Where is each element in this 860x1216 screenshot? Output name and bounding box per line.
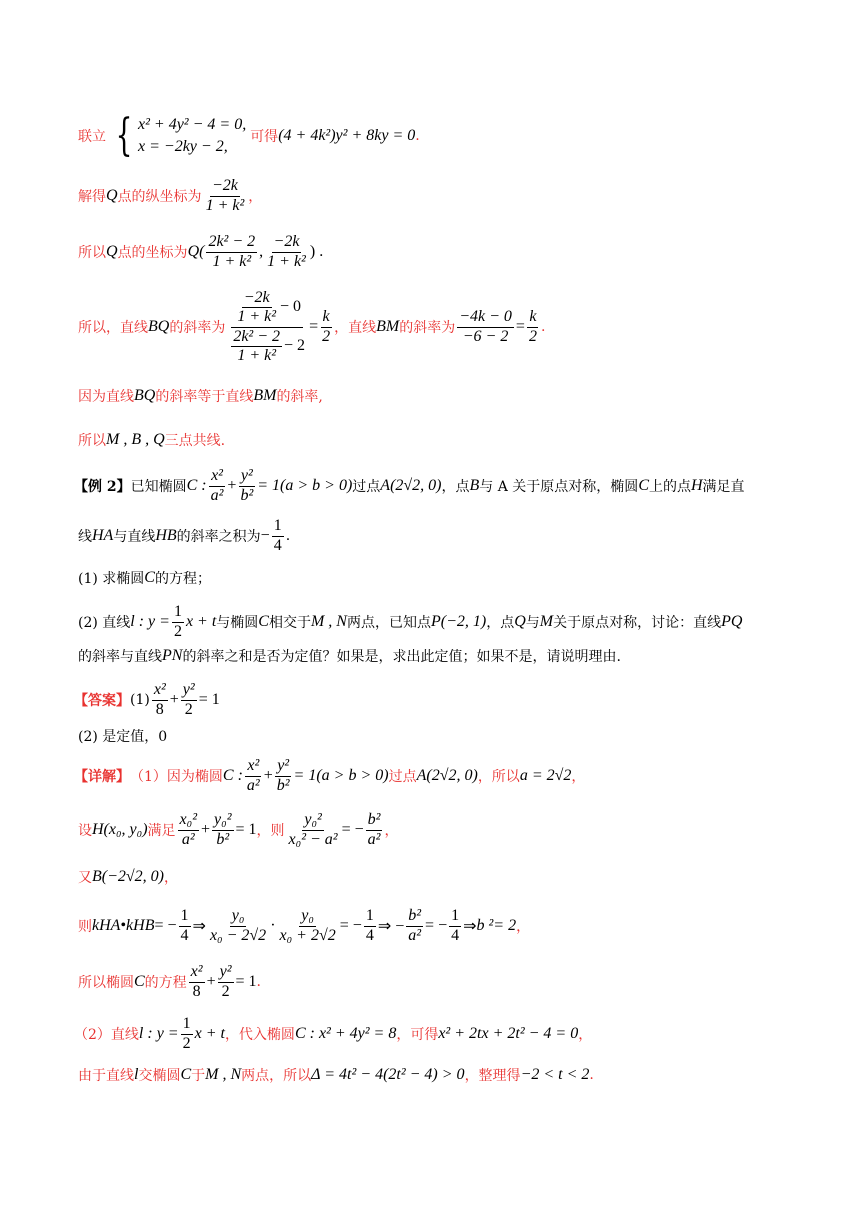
text: 与直线	[113, 529, 156, 545]
math-var: BM	[376, 318, 400, 335]
denominator: b²	[216, 830, 230, 848]
text: 可得	[250, 129, 279, 145]
fraction	[181, 1015, 193, 1053]
denominator: 8	[155, 700, 164, 718]
denominator: x₀ − 2√2	[209, 926, 267, 944]
denominator: 1 + k²	[237, 346, 277, 364]
math: l : y =	[130, 613, 170, 630]
denominator: 1 + k²	[267, 252, 306, 270]
math-var: BQ	[134, 387, 156, 404]
math: =	[515, 318, 525, 335]
denominator: a²	[367, 830, 381, 848]
fraction	[212, 811, 233, 849]
brace: {	[115, 110, 133, 161]
math: +	[169, 691, 179, 708]
text: 的斜率等于直线	[155, 389, 254, 405]
numerator: y₀²	[212, 811, 233, 830]
text: 的斜率之积为	[176, 529, 261, 545]
denominator: 2	[182, 1034, 191, 1052]
math: x² + 2tx + 2t² − 4 = 0	[438, 1025, 579, 1042]
math: = 1	[235, 821, 257, 838]
fraction	[235, 289, 278, 327]
math: x + t	[194, 1025, 225, 1042]
text: 点的坐标为	[117, 245, 188, 261]
denominator: 2	[173, 622, 182, 640]
math: b ²= 2	[476, 917, 517, 934]
example-2-line-1	[74, 466, 745, 506]
text: ，	[516, 919, 531, 935]
text: 交椭圆	[138, 1068, 181, 1084]
text: 所以，直线	[78, 320, 148, 336]
fraction	[245, 757, 262, 795]
text: 联立	[78, 129, 106, 145]
math: M , N	[205, 1066, 242, 1083]
compound-fraction	[227, 289, 307, 366]
text: (1) 求椭圆	[78, 571, 145, 587]
math: = 1	[198, 691, 220, 708]
text: 过点	[388, 769, 417, 785]
math-var: Q	[106, 187, 118, 204]
text: 则	[78, 919, 92, 935]
math: = 1	[235, 973, 257, 990]
q-coordinate-line	[78, 230, 323, 274]
slope-equal-line	[78, 384, 323, 408]
numerator: x²	[245, 757, 261, 776]
denominator: 1 + k²	[212, 252, 252, 270]
math: HA	[92, 527, 114, 544]
denominator: 2	[528, 327, 537, 345]
math: = 1(a > b > 0)	[257, 477, 353, 494]
fraction	[287, 811, 340, 849]
fraction	[275, 757, 292, 795]
text: ，所以	[477, 769, 520, 785]
text: 三点共线.	[164, 433, 226, 449]
numerator: y²	[218, 963, 234, 982]
denominator: a²	[210, 486, 224, 504]
math: = −	[154, 917, 177, 934]
text: 所以	[78, 433, 106, 449]
math: = 1(a > b > 0)	[293, 767, 389, 784]
math-var: Q	[106, 243, 118, 260]
text: 由于直线	[78, 1068, 134, 1084]
numerator: 1	[272, 517, 284, 536]
text: ，	[248, 189, 263, 205]
fraction	[265, 233, 308, 271]
subscript: HB	[133, 917, 155, 934]
numerator: y₀	[299, 907, 316, 926]
text: ，则	[256, 823, 285, 839]
math: = −	[339, 917, 362, 934]
text: 已知椭圆	[130, 479, 187, 495]
question-1	[78, 566, 211, 590]
numerator: y²	[239, 467, 255, 486]
text: 的方程；	[154, 571, 211, 587]
math: C	[180, 1066, 192, 1083]
numerator: 1	[179, 907, 191, 926]
text: (1)	[130, 692, 150, 708]
fraction	[152, 681, 168, 719]
fraction	[208, 907, 268, 945]
denominator: b²	[240, 486, 254, 504]
detail-line-3	[78, 864, 178, 890]
numerator: 2k² − 2	[206, 233, 257, 252]
detail-line-2	[78, 808, 398, 852]
math: A(2√2, 0)	[416, 767, 478, 784]
denominator: 8	[192, 982, 201, 1000]
math: +	[206, 973, 216, 990]
answer-line-2	[78, 724, 167, 748]
numerator: −4k − 0	[457, 308, 514, 327]
math: M	[539, 613, 554, 630]
text: 满足直	[702, 479, 745, 495]
question-2-line-1	[78, 602, 742, 642]
math: P(−2, 1)	[430, 613, 487, 630]
numerator: b²	[366, 811, 383, 830]
denominator: 2	[184, 700, 193, 718]
math: k	[92, 917, 100, 934]
answer-tag: 【答案】	[74, 693, 130, 709]
fraction	[320, 308, 332, 346]
math: C	[638, 477, 649, 494]
math: x + t	[185, 613, 217, 630]
math: +	[201, 821, 211, 838]
fraction	[449, 907, 461, 945]
math: l	[134, 1066, 139, 1083]
numerator: y²	[275, 757, 291, 776]
math: H	[690, 477, 703, 494]
numerator: −2k	[272, 233, 302, 252]
text: 的斜率之和是否为定值？如果是，求出此定值；如果不是，请说明理由.	[182, 649, 621, 665]
text: 与椭圆	[216, 615, 259, 631]
text: 又	[78, 870, 92, 886]
collinear-conclusion-line	[78, 428, 225, 452]
detail-line-7	[78, 1062, 594, 1088]
numerator: 1	[364, 907, 376, 926]
denominator: a²	[408, 926, 422, 944]
math: B	[469, 477, 480, 494]
fraction	[189, 963, 205, 1001]
math: •	[120, 917, 127, 934]
fraction	[179, 907, 191, 945]
fraction	[366, 811, 383, 849]
numerator: −2k	[210, 177, 240, 196]
text: 的斜率与直线	[78, 649, 162, 665]
denominator: 4	[180, 926, 189, 944]
equation: (4 + 4k²)y² + 8ky = 0	[278, 127, 416, 144]
text: (2) 是定值，0	[78, 729, 168, 745]
denominator: x₀ + 2√2	[279, 926, 336, 944]
text: .	[256, 974, 261, 990]
text: 过点	[352, 479, 381, 495]
denominator: b²	[276, 776, 290, 794]
math: PN	[162, 647, 183, 664]
math: −	[260, 527, 270, 544]
text: ，	[164, 870, 179, 886]
numerator: 2k² − 2	[231, 328, 282, 347]
math: B(−2√2, 0)	[92, 868, 165, 885]
math: ·	[270, 917, 276, 934]
text: 设	[78, 823, 92, 839]
math: C :	[222, 767, 243, 784]
denominator: 4	[451, 926, 460, 944]
numerator: 1	[449, 907, 461, 926]
math: Δ = 4t² − 4(2t² − 4) > 0	[311, 1066, 465, 1083]
example-tag: 【例 2】	[74, 479, 131, 495]
text: （2）直线	[74, 1027, 139, 1043]
text: 解得	[78, 189, 106, 205]
numerator: y²	[181, 681, 197, 700]
fraction	[457, 308, 514, 346]
math: Q(	[187, 243, 205, 260]
text: 的斜率为	[399, 320, 456, 336]
math: ⇒	[463, 918, 477, 935]
text: 上的点	[648, 479, 691, 495]
subscript: HA	[99, 917, 121, 934]
text: 与	[525, 615, 540, 631]
detail-line-4	[78, 904, 530, 948]
fraction	[218, 963, 234, 1001]
fraction	[172, 603, 184, 641]
denominator: a²	[246, 776, 260, 794]
math: C	[134, 973, 145, 990]
text: 关于原点对称，讨论：直线	[553, 615, 722, 631]
detail-line-6	[74, 1014, 592, 1054]
math: +	[263, 767, 273, 784]
math: C : x² + 4y² = 8	[294, 1025, 397, 1042]
numerator: x₀²	[178, 811, 199, 830]
math: ⇒ −	[377, 918, 405, 935]
text: ，点	[441, 479, 470, 495]
detail-line-1	[74, 756, 585, 796]
math: = −	[425, 917, 448, 934]
numerator: x²	[209, 467, 225, 486]
math: a = 2√2	[519, 767, 572, 784]
math: ) .	[309, 243, 324, 260]
system-equation-line	[78, 108, 420, 164]
denominator: 4	[365, 926, 374, 944]
numerator: −2k	[242, 289, 272, 308]
text: 因为直线	[78, 389, 134, 405]
math: − 0	[280, 298, 302, 316]
numerator: y₀	[230, 907, 247, 926]
numerator: k	[527, 308, 538, 327]
denominator: a²	[181, 830, 195, 848]
fraction	[204, 177, 247, 215]
numerator: b²	[406, 907, 423, 926]
denominator: 2	[221, 982, 230, 1000]
text: ，	[384, 823, 399, 839]
text: ，可得	[396, 1027, 439, 1043]
text: （1）因为椭圆	[130, 769, 223, 785]
math: ⇒	[192, 918, 206, 935]
text: .	[415, 128, 420, 144]
math: H(x₀, y₀)	[92, 821, 148, 838]
text: .	[285, 528, 291, 544]
math: PQ	[721, 613, 743, 630]
question-2-line-2	[78, 644, 621, 668]
fraction	[406, 907, 423, 945]
math: M , N	[310, 613, 347, 630]
text: ，点	[486, 615, 515, 631]
denominator: 1 + k²	[237, 308, 277, 326]
detail-tag: 【详解】	[74, 769, 130, 785]
fraction	[206, 233, 257, 271]
text: 的斜率为	[169, 320, 226, 336]
fraction	[209, 467, 226, 505]
math: − 2	[284, 337, 306, 355]
text: 所以	[78, 245, 106, 261]
math: l : y =	[138, 1025, 179, 1042]
math: +	[227, 477, 237, 494]
text: 满足	[147, 823, 176, 839]
text: 相交于	[268, 615, 311, 631]
numerator: 1	[181, 1015, 193, 1034]
denominator: −6 − 2	[462, 327, 509, 345]
math-var: BM	[253, 387, 277, 404]
text: 两点，已知点	[346, 615, 431, 631]
slope-comparison-line	[78, 286, 545, 368]
math: C	[144, 569, 155, 586]
text: .	[540, 319, 546, 335]
text: ，	[578, 1027, 593, 1043]
text: ，	[571, 769, 586, 785]
math: = −	[341, 821, 364, 838]
math: −2 < t < 2	[520, 1066, 590, 1083]
text: 线	[78, 529, 92, 545]
text: 的斜率,	[276, 389, 323, 405]
text: 点的纵坐标为	[117, 189, 202, 205]
fraction	[527, 308, 539, 346]
text: .	[589, 1067, 594, 1083]
equation: x = −2ky − 2,	[138, 138, 228, 155]
detail-line-5	[78, 962, 261, 1002]
text: (2) 直线	[78, 615, 131, 631]
math: =	[309, 318, 319, 335]
numerator: x²	[152, 681, 168, 700]
math: C	[258, 613, 269, 630]
math-var: M , B , Q	[106, 431, 165, 448]
math: HB	[155, 527, 177, 544]
numerator: y₀²	[302, 811, 323, 830]
math-var: BQ	[148, 318, 170, 335]
math: Q	[514, 613, 526, 630]
q-y-coordinate-line	[78, 174, 262, 218]
fraction	[231, 328, 282, 366]
numerator: x²	[189, 963, 205, 982]
denominator: x₀² − a²	[288, 830, 338, 848]
equation: x² + 4y² − 4 = 0,	[138, 116, 247, 133]
fraction	[278, 907, 338, 945]
math: C :	[186, 477, 207, 494]
text: ，直线	[334, 320, 377, 336]
denominator: 1 + k²	[205, 196, 245, 214]
fraction	[364, 907, 376, 945]
numerator: k	[321, 308, 332, 327]
text: ，代入椭圆	[224, 1027, 295, 1043]
math: ,	[259, 243, 264, 260]
text: 所以椭圆	[78, 975, 134, 991]
text: 与 A 关于原点对称，椭圆	[479, 479, 639, 495]
text: 于	[191, 1068, 206, 1084]
text: ，整理得	[464, 1068, 521, 1084]
text: 的方程	[144, 975, 187, 991]
numerator: 1	[172, 603, 184, 622]
example-2-line-2	[78, 516, 290, 556]
equation-system	[110, 110, 247, 161]
fraction	[181, 681, 197, 719]
denominator: 4	[273, 536, 282, 554]
fraction	[272, 517, 284, 555]
fraction	[238, 467, 255, 505]
answer-line-1	[74, 680, 220, 720]
math: A(2√2, 0)	[380, 477, 442, 494]
denominator: 2	[322, 327, 331, 345]
math: k	[126, 917, 134, 934]
text: 两点，所以	[241, 1068, 312, 1084]
fraction	[178, 811, 199, 849]
